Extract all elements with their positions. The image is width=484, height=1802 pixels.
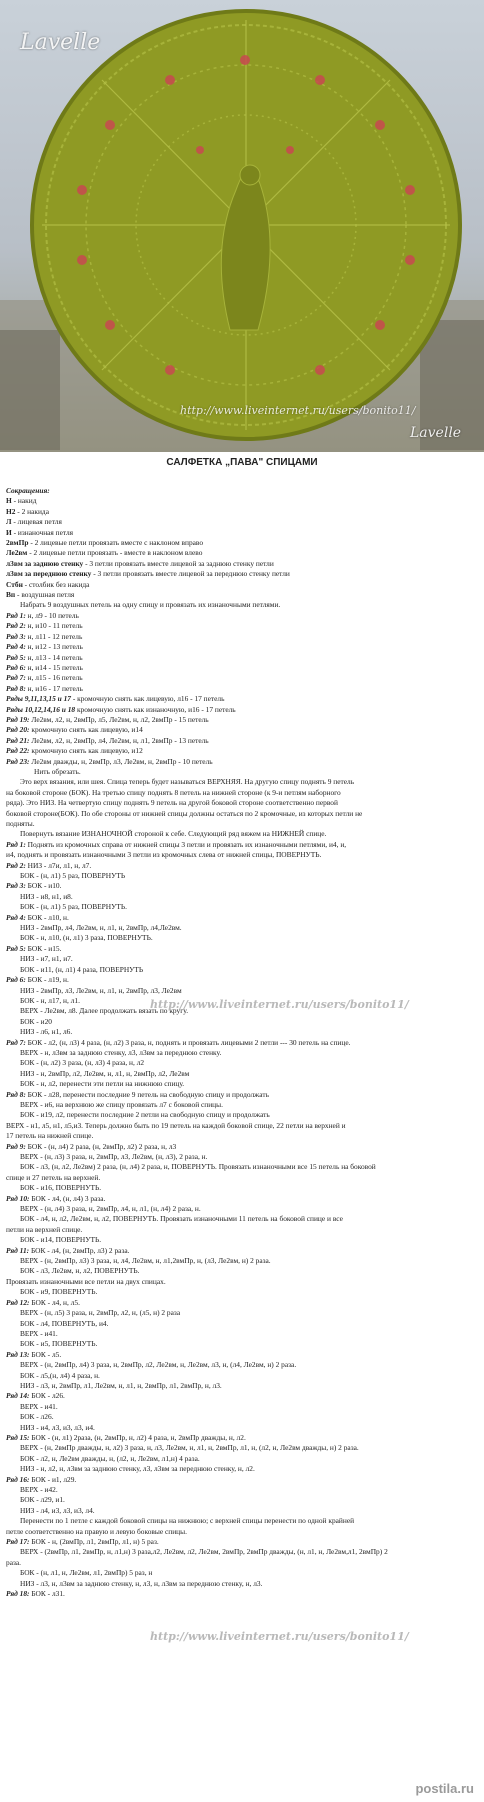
line-key: Ряд 20: xyxy=(6,725,30,735)
text-line xyxy=(6,923,478,933)
line-key: Ряд 14: xyxy=(6,1391,30,1401)
line-text: на боковой стороне (БОК). На третью спицу поднять 8 петель на нижней стороне (к 9-и петлям наборного xyxy=(6,787,341,797)
line-text: НИЗ - и4, л3, и3, л3, и4. xyxy=(20,1422,95,1432)
text-line xyxy=(6,1516,478,1526)
line-text: НИЗ - н, 2вмПр, л2, Ле2вм, н, л1, н, 2вмПр, л2, Ле2вм xyxy=(20,1068,190,1078)
line-text: НИЗ - л3, н, 2вмПр, л1, Ле2вм, н, л1, н, 2вмПр, л1, 2вмПр, н, л3. xyxy=(20,1380,222,1390)
text-line xyxy=(6,653,478,663)
line-text: - столбик без накида xyxy=(22,579,90,589)
text-line xyxy=(6,1527,478,1537)
line-key: Ряд 5: xyxy=(6,652,26,662)
doily-image xyxy=(0,0,484,452)
text-line xyxy=(6,590,478,600)
line-text: НИЗ - 2вмПр, л4, Ле2вм, н, л1, н, 2вмПр, л4,Ле2вм. xyxy=(20,923,182,933)
text-line xyxy=(6,611,478,621)
text-line xyxy=(6,1350,478,1360)
text-line xyxy=(6,1183,478,1193)
text-line xyxy=(6,1402,478,1412)
line-text: БОК - л26. xyxy=(20,1412,54,1422)
text-line xyxy=(6,642,478,652)
line-text: БОК - л10, н. xyxy=(25,912,69,922)
text-line xyxy=(6,1225,478,1235)
text-line xyxy=(6,1589,478,1599)
line-text: БОК - и5, ПОВЕРНУТЬ. xyxy=(20,1339,98,1349)
line-text: - 3 петли провязать вместе лицевой за заднюю стенку петли xyxy=(83,558,274,568)
line-text: БОК - л19, н. xyxy=(25,975,69,985)
line-text: Провязать изнаночными все петли на двух спицах. xyxy=(6,1276,166,1286)
text-line xyxy=(6,1152,478,1162)
line-key: 2вмПр xyxy=(6,538,29,548)
text-line xyxy=(6,788,478,798)
line-key: Ряд 10: xyxy=(6,1193,30,1203)
line-text: н, л15 - 16 петель xyxy=(25,673,83,683)
line-text: подняты. xyxy=(6,819,35,828)
line-text: БОК - и14, ПОВЕРНУТЬ. xyxy=(20,1235,102,1245)
line-text: НИЗ - 2вмПр, л3, Ле2вм, н, л1, н, 2вмПр, л3, Ле2вм xyxy=(20,985,182,995)
doily-photo xyxy=(0,0,484,452)
text-line xyxy=(6,757,478,767)
text-line xyxy=(6,705,478,715)
line-key: Ряд 6: xyxy=(6,662,26,672)
line-key: Ряд 12: xyxy=(6,1297,30,1307)
line-key: л3вм за заднюю стенку xyxy=(6,558,84,568)
line-text: Поднять из кромочных справа от нижней спицы 3 петли и провязать их изнаночными петлями, и4, и, xyxy=(25,839,347,849)
text-line xyxy=(6,1069,478,1079)
line-text: - 2 лицевые петли провязать вместе с наклоном вправо xyxy=(28,538,204,548)
text-line xyxy=(6,580,478,590)
line-key: Ряд 17: xyxy=(6,1537,30,1547)
line-text: БОК - н, л17, н, л1. xyxy=(20,995,80,1005)
text-line xyxy=(6,1162,478,1172)
text-line xyxy=(6,1298,478,1308)
line-text: БОК - н, (2вмПр, л1, 2вмПр, л1, н) 5 раз. xyxy=(29,1537,159,1547)
line-text: БОК - л2, (н, л3) 4 раза, (н, л2) 3 раза, н, поднять и провязать лицевыми 2 петли --- 30 петель на спице. xyxy=(25,1037,351,1047)
line-text: БОК - и1, л29. xyxy=(29,1474,77,1484)
line-key: Ряд 19: xyxy=(6,714,30,724)
text-line xyxy=(6,913,478,923)
text-line xyxy=(6,1485,478,1495)
text-line xyxy=(6,1131,478,1141)
line-key: Ряд 11: xyxy=(6,1245,30,1255)
line-text: Сокращения: xyxy=(6,486,50,495)
text-line xyxy=(6,1110,478,1120)
line-key: Ле2вм xyxy=(6,548,28,558)
line-text: боковой стороне(БОК). По обе стороны от нижней спицы должны остаться по 2 кромочные, из которых петли не xyxy=(6,808,363,818)
text-line xyxy=(6,819,478,829)
line-text: ВЕРХ - Ле2вм, л8. Далее продолжать вязать по кругу. xyxy=(20,1006,189,1016)
signature-bottom: Lavelle xyxy=(410,425,462,441)
text-line xyxy=(6,777,478,787)
line-key: Ряд 1: xyxy=(6,839,26,849)
line-text: НИЗ - и7, н1, и7. xyxy=(20,954,73,964)
line-text: петле соответственно на правую и левую боковые спицы. xyxy=(6,1526,187,1536)
text-line xyxy=(6,1391,478,1401)
line-text: НИЗ - л7и, л1, н, л7. xyxy=(25,860,92,870)
text-line xyxy=(6,1214,478,1224)
line-text: БОК - л5,(н, л4) 4 раза, н. xyxy=(20,1370,100,1380)
text-line xyxy=(6,1048,478,1058)
text-line xyxy=(6,663,478,673)
line-text: НИЗ - л4, и3, л3, и3, л4. xyxy=(20,1505,95,1515)
text-line xyxy=(6,746,478,756)
text-line xyxy=(6,1443,478,1453)
line-text: БОК - и11, (н, л1) 4 раза, ПОВЕРНУТЬ xyxy=(20,964,144,974)
pattern-text xyxy=(6,486,478,1599)
text-line xyxy=(6,1246,478,1256)
text-line xyxy=(6,840,478,850)
line-text: Ле2вм, л2, н, 2вмПр, л4, Ле2вм, н, л1, 2вмПр - 13 петель xyxy=(29,735,209,745)
line-text: н, и12 - 13 петель xyxy=(25,642,83,652)
text-line xyxy=(6,715,478,725)
line-text: ряда). Это НИЗ. На четвертую спицу поднять 9 петель на другой боковой стороне соответственно первой xyxy=(6,798,338,808)
line-text: БОК - л31. xyxy=(29,1589,65,1599)
text-line xyxy=(6,1287,478,1297)
doc-watermark-2[interactable]: http://www.liveinternet.ru/users/bonito11/ xyxy=(150,1630,409,1643)
line-key: л3вм за переднюю стенку xyxy=(6,569,92,579)
line-text: БОК - и16, ПОВЕРНУТЬ. xyxy=(20,1183,102,1193)
line-text: ВЕРХ - (н, л3) 3 раза, н, 2вмПр, л3, Ле2вм, (н, л3), 2 раза, н. xyxy=(20,1152,208,1161)
line-key: Ряд 5: xyxy=(6,943,26,953)
line-text: ВЕРХ - (н, 2вмПр, л3) 3 раза, н, л4, Ле2вм, н, л1,2вмПр, н, (л3, Ле2вм, н) 2 раза. xyxy=(20,1256,271,1266)
postila-logo[interactable]: postila.ru xyxy=(415,1780,474,1796)
text-line xyxy=(6,1256,478,1266)
text-line xyxy=(6,1235,478,1245)
line-key: Ряды 9,11,13,15 и 17 xyxy=(6,694,71,704)
text-line xyxy=(6,1266,478,1276)
text-line xyxy=(6,1371,478,1381)
text-line xyxy=(6,1423,478,1433)
text-line xyxy=(6,767,478,777)
line-text: БОК - л4, (н, 2вмПр, л3) 2 раза. xyxy=(29,1245,130,1255)
line-text: кромочную снять как лицевую, и12 xyxy=(29,746,143,756)
line-text: - кромочную снять как лицевую, л16 - 17 петель xyxy=(70,694,225,704)
line-text: н, л9 - 10 петель xyxy=(25,610,79,620)
line-key: Ряд 16: xyxy=(6,1474,30,1484)
line-text: ВЕРХ - (н, л5) 3 раза, н, 2вмПр, л2, н, (л5, н) 2 раза xyxy=(20,1308,181,1318)
line-text: 17 петель на нижней спице. xyxy=(6,1131,94,1141)
line-key: Ряд 3: xyxy=(6,631,26,641)
text-line xyxy=(6,725,478,735)
line-text: ВЕРХ - н1, л5, н1, л5,и3. Теперь должно быть по 19 петель на каждой боковой спице, 22 петли на верхней и xyxy=(6,1120,346,1130)
text-line xyxy=(6,1142,478,1152)
text-line xyxy=(6,1464,478,1474)
text-line xyxy=(6,684,478,694)
line-text: кромочную снять как изнаночную, и16 - 17 петель xyxy=(75,704,236,714)
line-text: БОК - (н, л1, н, Ле2вм, л1, 2вмПр) 5 раз, н xyxy=(20,1568,153,1578)
line-text: петли на верхней спице. xyxy=(6,1224,83,1234)
line-text: ВЕРХ - и6, на верхнюю же спицу провязать л7 с боковой спицы. xyxy=(20,1099,223,1109)
text-line xyxy=(6,1360,478,1370)
text-line xyxy=(6,1277,478,1287)
line-text: ВЕРХ - (н, 2вмПр дважды, н, л2) 3 раза, н, л3, Ле2вм, н, л1, н, 2вмПр, л1, н, (л2, н, Ле2вм дважды, н) 2 раза. xyxy=(20,1443,359,1453)
line-text: кромочную снять как лицевую, и14 xyxy=(29,725,143,735)
text-line xyxy=(6,528,478,538)
line-key: Н xyxy=(6,496,12,506)
line-text: - изнаночная петля xyxy=(11,527,74,537)
text-line xyxy=(6,1433,478,1443)
photo-watermark[interactable]: http://www.liveinternet.ru/users/bonito11/ xyxy=(180,404,416,417)
line-text: ВЕРХ - (2вмПр, л1, 2вмПр, н, л1,н) 3 раза,л2, Ле2вм, л2, Ле2вм, 2вмПр, 2вмПр дважды, (н, л1, н, Ле2вм,л1, 2вмПр) 2 xyxy=(20,1547,388,1557)
line-text: - лицевая петля xyxy=(11,517,62,527)
text-line xyxy=(6,1381,478,1391)
text-line xyxy=(6,559,478,569)
text-line xyxy=(6,986,478,996)
line-key: Л xyxy=(6,517,12,527)
line-key: Ряд 22: xyxy=(6,746,30,756)
text-line xyxy=(6,1100,478,1110)
text-line xyxy=(6,1579,478,1589)
line-key: Ряд 7: xyxy=(6,673,26,683)
line-text: н, и14 - 15 петель xyxy=(25,662,83,672)
doc-watermark-1[interactable]: http://www.liveinternet.ru/users/bonito11/ xyxy=(150,998,409,1011)
line-text: ВЕРХ - и41. xyxy=(20,1328,58,1338)
line-key: Ряд 7: xyxy=(6,1037,26,1047)
line-text: Ле2вм дважды, н, 2вмПр, л3, Ле2вм, н, 2вмПр - 10 петель xyxy=(29,756,213,766)
line-text: н, л13 - 14 петель xyxy=(25,652,83,662)
line-text: Это верх вязания, или шея. Спица теперь будет называться ВЕРХНЯЯ. На другую спицу поднять 9 петель xyxy=(20,777,355,787)
line-key: Ряд 9: xyxy=(6,1141,26,1151)
text-line xyxy=(6,850,478,860)
line-key: Ряд 18: xyxy=(6,1589,30,1599)
line-key: Ряд 1: xyxy=(6,610,26,620)
line-key: Н2 xyxy=(6,506,16,516)
line-text: БОК - (н, л2) 3 раза, (н, л3) 4 раза, н, л2 xyxy=(20,1058,145,1068)
line-text: - 3 петли провязать вместе лицевой за переднюю стенку петли xyxy=(91,569,290,579)
line-key: Ряд 13: xyxy=(6,1349,30,1359)
line-key: Ряд 8: xyxy=(6,683,26,693)
text-line xyxy=(6,809,478,819)
line-text: БОК - л4, (н, л4) 3 раза. xyxy=(29,1193,106,1203)
text-line xyxy=(6,944,478,954)
line-text: НИЗ - л3, н, л3вм за заднюю стенку, н, л3, н, л3вм за переднюю стенку, н, л3. xyxy=(20,1578,263,1588)
text-line xyxy=(6,1194,478,1204)
text-line xyxy=(6,1027,478,1037)
text-line xyxy=(6,1568,478,1578)
text-line xyxy=(6,694,478,704)
line-text: БОК - л5. xyxy=(29,1349,62,1359)
text-line xyxy=(6,1558,478,1568)
line-text: Повернуть вязание ИЗНАНОЧНОЙ стороной к себе. Следующий ряд вяжем на НИЖНЕЙ спице. xyxy=(20,829,327,839)
line-key: Ряд 2: xyxy=(6,621,26,631)
document-title: САЛФЕТКА „ПАВА" СПИЦАМИ xyxy=(166,457,318,468)
signature-top: Lavelle xyxy=(20,30,101,55)
line-key: Ряд 8: xyxy=(6,1089,26,1099)
line-text: БОК - и9, ПОВЕРНУТЬ. xyxy=(20,1287,98,1297)
line-key: Ряд 15: xyxy=(6,1432,30,1442)
line-text: - 2 лицевые петли провязать - вместе в наклоном влево xyxy=(27,548,203,558)
line-text: БОК - л26. xyxy=(29,1391,65,1401)
line-text: БОК - л2, н, Ле2вм дважды, н, (л2, н, Ле2вм, л1,н) 4 раза. xyxy=(20,1453,200,1463)
text-line xyxy=(6,736,478,746)
text-line xyxy=(6,975,478,985)
line-text: ВЕРХ - (н, л4) 3 раза, н, 2вмПр, л4, н, л1, (н, л4) 2 раза, н. xyxy=(20,1204,201,1214)
text-line xyxy=(6,538,478,548)
line-text: - накид xyxy=(11,496,37,506)
line-text: БОК - л3, Ле2вм, н, л2, ПОВЕРНУТЬ. xyxy=(20,1266,140,1276)
text-line xyxy=(6,1058,478,1068)
line-key: Вп xyxy=(6,590,16,600)
text-line xyxy=(6,965,478,975)
line-text: и4, поднять и провязать изнаночными 3 петли из кромочных слева от нижней спицы, ПОВЕРНУТЬ. xyxy=(6,850,322,860)
text-line xyxy=(6,1537,478,1547)
line-text: н, и10 - 11 петель xyxy=(25,621,83,631)
text-line xyxy=(6,902,478,912)
line-text: Набрать 9 воздушных петель на одну спицу и провязать их изнаночными петлями. xyxy=(20,600,281,610)
text-line xyxy=(6,1204,478,1214)
line-text: БОК - и20 xyxy=(20,1016,52,1026)
text-line xyxy=(6,798,478,808)
line-key: Ряд 4: xyxy=(6,912,26,922)
text-line xyxy=(6,1173,478,1183)
line-text: Нить обрезать. xyxy=(34,766,81,776)
line-key: И xyxy=(6,527,12,537)
line-text: ВЕРХ - и42. xyxy=(20,1485,58,1494)
line-text: БОК - л4, ПОВЕРНУТЬ, и4. xyxy=(20,1318,109,1328)
text-line xyxy=(6,507,478,517)
line-key: Ряд 2: xyxy=(6,860,26,870)
text-line xyxy=(6,569,478,579)
text-line xyxy=(6,517,478,527)
line-text: спице и 27 петель на верхней. xyxy=(6,1172,101,1182)
line-text: НИЗ - и8, н1, и8. xyxy=(20,891,73,901)
line-text: БОК - л4, н, л5. xyxy=(29,1297,80,1307)
text-line xyxy=(6,1506,478,1516)
text-line xyxy=(6,1454,478,1464)
line-text: БОК - (н, л4) 2 раза, (н, 2вмПр, л2) 2 раза, н, л3 xyxy=(25,1141,177,1151)
line-text: раза. xyxy=(6,1557,22,1567)
text-line xyxy=(6,1038,478,1048)
line-text: ВЕРХ - и41. xyxy=(20,1401,58,1411)
text-line xyxy=(6,881,478,891)
text-line xyxy=(6,621,478,631)
text-line xyxy=(6,1475,478,1485)
line-key: Ряд 3: xyxy=(6,881,26,891)
line-text: НИЗ - л6, н1, л6. xyxy=(20,1027,73,1037)
text-line xyxy=(6,1017,478,1027)
text-line xyxy=(6,632,478,642)
line-text: Перенести по 1 петле с каждой боковой спицы на нижнюю; с верхней спицы перенести по одной крайней xyxy=(20,1516,355,1526)
text-line xyxy=(6,1412,478,1422)
line-text: БОК - л28, перенести последние 9 петель на свободную спицу и продолжать xyxy=(25,1089,269,1099)
text-line xyxy=(6,871,478,881)
line-text: н, и16 - 17 петель xyxy=(25,683,83,693)
text-line xyxy=(6,1079,478,1089)
text-line xyxy=(6,1547,478,1557)
text-line xyxy=(6,954,478,964)
line-key: Ряд 21: xyxy=(6,735,30,745)
line-text: БОК - н, л10, (н, л1) 3 раза, ПОВЕРНУТЬ. xyxy=(20,933,153,943)
text-line xyxy=(6,600,478,610)
line-text: БОК - л29, и1. xyxy=(20,1495,65,1505)
line-text: ВЕРХ - (н, 2вмПр, л4) 3 раза, н, 2вмПр, л2, Ле2вм, н, Ле2вм, л3, н, (л4, Ле2вм, н) 2 раза. xyxy=(20,1360,297,1370)
line-text: ВЕРХ - н, л3вм за заднюю стенку, л3, л3вм за переднюю стенку. xyxy=(20,1047,222,1057)
text-line xyxy=(6,1495,478,1505)
text-line xyxy=(6,496,478,506)
text-line xyxy=(6,1329,478,1339)
line-text: БОК - (н, л1) 5 раз, ПОВЕРНУТЬ xyxy=(20,871,126,881)
line-text: - 2 накида xyxy=(15,506,49,516)
text-line xyxy=(6,1319,478,1329)
text-line xyxy=(6,1121,478,1131)
line-text: Ле2вм, л2, н, 2вмПр, л5, Ле2вм, н, л2, 2вмПр - 15 петель xyxy=(29,714,209,724)
line-key: Ряд 6: xyxy=(6,975,26,985)
text-line xyxy=(6,486,478,496)
line-key: Ряд 4: xyxy=(6,642,26,652)
text-line xyxy=(6,1308,478,1318)
text-line xyxy=(6,892,478,902)
text-line xyxy=(6,673,478,683)
line-text: БОК - л4, н, л2, Ле2вм, н, л2, ПОВЕРНУТЬ. Провязать изнаночными 11 петель на боковой спице и все xyxy=(20,1214,343,1224)
text-line xyxy=(6,548,478,558)
line-text: БОК - (н, л1) 2раза, (н, 2вмПр, н, л2) 4 раза, н, 2вмПр дважды, н, л2. xyxy=(29,1432,246,1442)
line-text: БОК - н, л2, перенести эти петли на нижнюю спицу. xyxy=(20,1079,185,1089)
line-text: БОК - и19, л2, перенести последние 2 петли на свободную спицу и продолжать xyxy=(20,1110,270,1120)
line-text: БОК - (н, л1) 5 раз, ПОВЕРНУТЬ. xyxy=(20,902,127,912)
text-line xyxy=(6,829,478,839)
line-text: БОК - и10. xyxy=(25,881,62,891)
line-text: НИЗ - н, л2, н, л3вм за заднюю стенку, л3, л3вм за переднюю стенку, н, л2. xyxy=(20,1464,255,1474)
line-text: БОК - л3, (н, л2, Ле2вм) 2 раза, (н, л4) 2 раза, н, ПОВЕРНУТЬ. Провязать изнаночными все 15 петель на боковой xyxy=(20,1162,376,1172)
line-text: н, л11 - 12 петель xyxy=(25,631,83,641)
line-key: Ряд 23: xyxy=(6,756,30,766)
text-line xyxy=(6,861,478,871)
line-text: БОК - и15. xyxy=(25,943,62,953)
line-key: Ряды 10,12,14,16 и 18 xyxy=(6,704,76,714)
pattern-document xyxy=(0,452,484,1802)
line-text: - воздушная петля xyxy=(15,590,75,600)
line-key: Стбн xyxy=(6,579,23,589)
text-line xyxy=(6,1090,478,1100)
text-line xyxy=(6,1339,478,1349)
text-line xyxy=(6,933,478,943)
